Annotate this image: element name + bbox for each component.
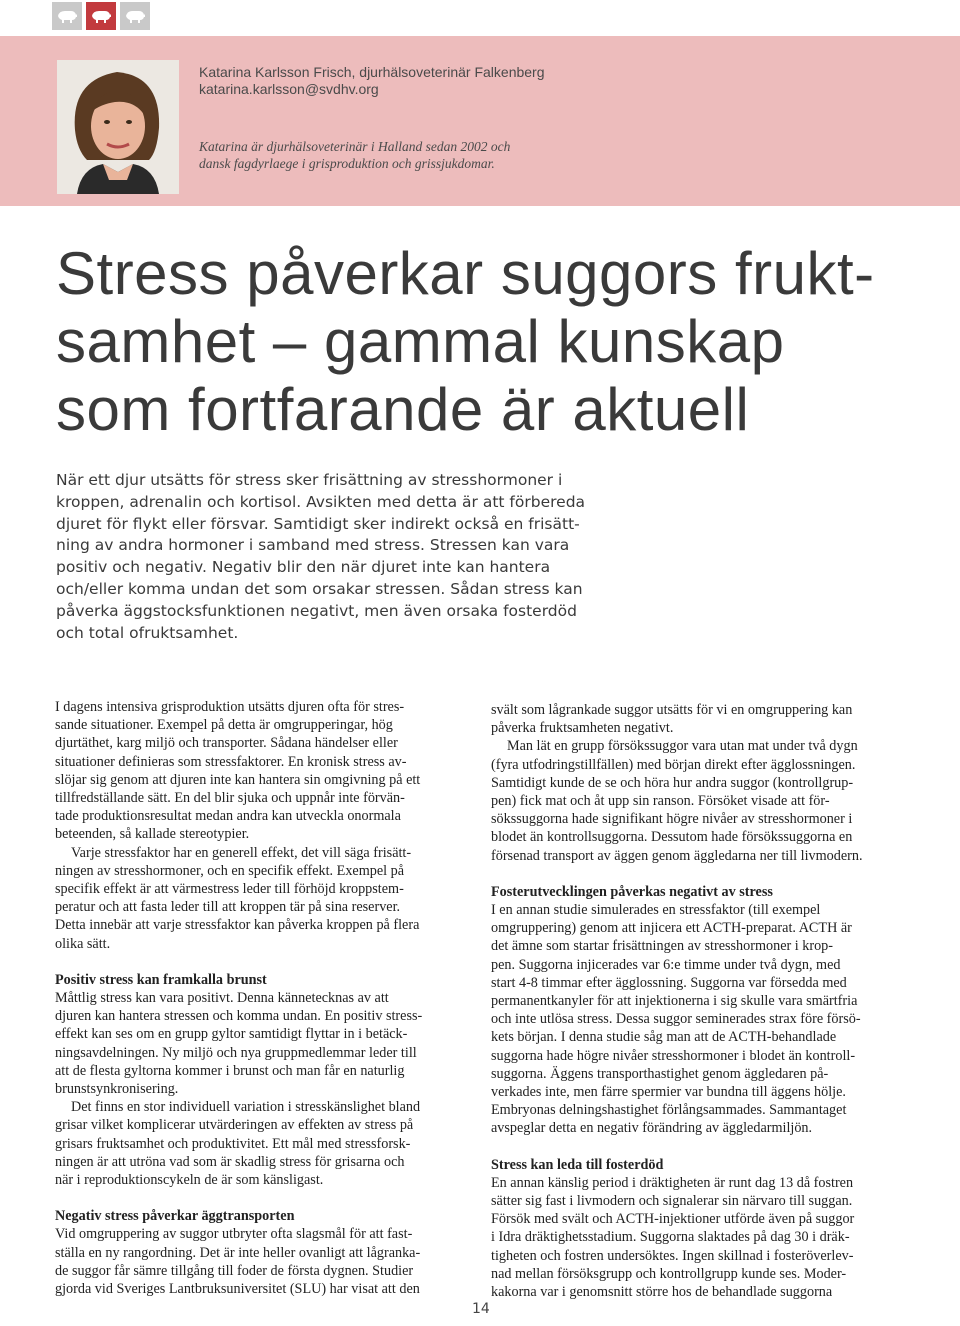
body-line: situationer definieras som stressfaktorer. En kronisk stress av- xyxy=(55,753,407,770)
section-icons xyxy=(52,2,150,30)
body-line: kakorna var i genomsnitt större hos de behandlade suggorna xyxy=(491,1284,833,1301)
lead-line: kroppen, adrenalin och kortisol. Avsikten med detta är att förbereda xyxy=(56,492,586,511)
page-number: 14 xyxy=(472,1301,490,1317)
pig-icon xyxy=(86,2,116,30)
body-column-left xyxy=(55,698,469,1298)
headline-line: samhet – gammal kunskap xyxy=(56,308,785,375)
body-paragraph xyxy=(55,1098,469,1189)
pig-icon xyxy=(120,2,150,30)
body-line: Samtidigt kunde de se och höra hur andra suggor (kontrollgrup- xyxy=(491,774,854,791)
body-line: Försök med svält och ACTH-injektioner utförde även på suggor xyxy=(491,1211,855,1228)
body-line: ningsavdelningen. Ny miljö och nya gruppmedlemmar leder till xyxy=(55,1044,417,1061)
body-paragraph xyxy=(491,1174,905,1301)
subheading: Fosterutvecklingen påverkas negativt av stress xyxy=(491,883,773,900)
lead-paragraph xyxy=(56,470,596,644)
body-paragraph xyxy=(55,698,469,844)
body-line: verkades inte, men färre spermier var bundna till äggens hölje. xyxy=(491,1084,846,1101)
body-line: peratur och att fasta leder till att kroppen tär på sina reserver. xyxy=(55,899,401,916)
body-line: sande situationer. Exempel på detta är omgrupperingar, hög xyxy=(55,717,393,734)
body-line: slöjar sig genom att djuren inte kan hantera sin omgivning på ett xyxy=(55,771,421,788)
headline-line: som fortfarande är aktuell xyxy=(56,376,750,443)
body-line: grisars fruktsamhet och produktivitet. Ett mål med stressforsk- xyxy=(55,1135,411,1152)
body-paragraph xyxy=(491,701,905,737)
body-line: när i reproduktionscykeln de är som känsligast. xyxy=(55,1172,324,1189)
body-line: djuren kan hantera stressen och komma undan. En positiv stress- xyxy=(55,1008,423,1025)
lead-line: djuret för flykt eller försvar. Samtidigt sker indirekt också en frisätt- xyxy=(56,514,580,533)
body-line: de suggor får sämre tillgång till foder de första dygnen. Studier xyxy=(55,1262,414,1279)
body-line: ställa en ny rangordning. Det är inte heller ovanligt att lågranka- xyxy=(55,1244,421,1261)
body-line: påverka fruktsamheten negativt. xyxy=(491,720,674,737)
author-bio-line: dansk fagdyrlaege i grisproduktion och grissjukdomar. xyxy=(199,156,495,171)
body-line: specifik effekt är att värmestress leder till förhöjd kroppstem- xyxy=(55,881,404,898)
body-line: sätter sig fast i livmodern och signalerar sin närvaro till suggan. xyxy=(491,1193,853,1210)
subheading: Negativ stress påverkar äggtransporten xyxy=(55,1208,295,1225)
lead-line: När ett djur utsätts för stress sker frisättning av stresshormoner i xyxy=(56,471,563,489)
body-line: gjorda vid Sveriges Lantbruksuniversitet (SLU) har visat att den xyxy=(55,1281,420,1298)
body-line: ningen av stresshormoner, och en specifik effekt. Exempel på xyxy=(55,862,405,879)
body-line: En annan känslig period i dräktigheten är runt dag 13 då fostren xyxy=(491,1174,854,1191)
body-line: omgruppering) genom att injicera ett ACTH-preparat. ACTH är xyxy=(491,920,852,937)
lead-line: och/eller komma undan det som orsakar stressen. Sådan stress kan xyxy=(56,579,583,598)
headline-line: Stress påverkar suggors frukt- xyxy=(56,240,875,307)
lead-line: och total ofruktsamhet. xyxy=(56,623,239,642)
body-column-right xyxy=(491,701,905,1301)
body-line: avspeglar detta en negativ förändring av äggledarmiljön. xyxy=(491,1120,813,1137)
body-paragraph xyxy=(491,901,905,1138)
body-line: tade produktionsresultat medan andra kan utveckla onormala xyxy=(55,808,401,825)
body-line: permanentkanyler för att injektionerna i sig skulle vara smärtfria xyxy=(491,993,858,1010)
article-headline xyxy=(56,240,936,444)
pig-icon xyxy=(52,2,82,30)
body-line: Man lät en grupp försökssuggor vara utan mat under två dygn xyxy=(507,738,858,755)
body-line: suggorna. Äggens transporthastighet genom äggledaren på- xyxy=(491,1065,829,1082)
body-line: I dagens intensiva grisproduktion utsätts djuren ofta för stres- xyxy=(55,699,405,715)
body-line: försenad transport av äggen genom äggledarna ner till livmodern. xyxy=(491,847,863,864)
lead-line: positiv och negativ. Negativ blir den när djuret inte kan hantera xyxy=(56,558,551,577)
body-line: I en annan studie simulerades en stressfaktor (till exempel xyxy=(491,902,821,919)
author-photo xyxy=(57,60,179,194)
body-paragraph xyxy=(55,989,469,1098)
body-paragraph xyxy=(55,844,469,953)
body-line: start 4-8 timmar efter ägglossning. Suggorna var försedda med xyxy=(491,974,847,991)
body-line: grisar vilket komplicerar utvärderingen av effekten av stress på xyxy=(55,1117,414,1134)
subheading: Positiv stress kan framkalla brunst xyxy=(55,971,267,988)
author-name: Katarina Karlsson Frisch, djurhälsoveterinär Falkenberg xyxy=(199,64,545,80)
lead-line: påverka äggstocksfunktionen negativt, men även orsaka fosterdöd xyxy=(56,601,577,620)
body-line: djurtäthet, karg miljö och transporter. Sådana händelser eller xyxy=(55,735,398,752)
body-line: och inte utlösa stress. Dessa suggor seminerades strax före försö- xyxy=(491,1011,861,1028)
body-line: svält som lågrankade suggor utsätts för vi en omgruppering kan xyxy=(491,702,853,718)
body-line: Vid omgruppering av suggor utbryter ofta slagsmål för att fast- xyxy=(55,1226,413,1243)
body-line: blodet än kontrollsuggorna. Dessutom hade försökssuggorna en xyxy=(491,829,853,846)
body-line: pen) fick mat och åt upp sin ranson. Försöket visade att för- xyxy=(491,793,830,810)
body-paragraph xyxy=(55,1225,469,1298)
body-line: Varje stressfaktor har en generell effekt, det vill säga frisätt- xyxy=(71,844,412,861)
author-email[interactable]: katarina.karlsson@svdhv.org xyxy=(199,81,379,97)
body-line: Detta innebär att varje stressfaktor kan påverka kroppen på flera xyxy=(55,917,420,934)
author-bio xyxy=(199,138,599,172)
body-line: (fyra utfodringstillfällen) med början direkt efter ägglossningen. xyxy=(491,756,856,773)
body-paragraph xyxy=(491,737,905,864)
lead-line: ning av andra hormoner i samband med stress. Stressen kan vara xyxy=(56,536,570,555)
author-bio-line: Katarina är djurhälsoveterinär i Halland sedan 2002 och xyxy=(199,139,511,154)
body-line: beteenden, så kallade stereotypier. xyxy=(55,826,250,843)
body-line: att de flesta gyltorna kommer i brunst och man får en naturlig xyxy=(55,1062,405,1079)
body-line: brunstsynkronisering. xyxy=(55,1081,179,1098)
body-line: Måttlig stress kan vara positivt. Denna kännetecknas av att xyxy=(55,990,389,1007)
body-line: olika sätt. xyxy=(55,935,111,952)
subheading: Stress kan leda till fosterdöd xyxy=(491,1156,664,1173)
body-line: kets början. I denna studie såg man att de ACTH-behandlade xyxy=(491,1029,837,1046)
body-line: tillfredställande sätt. En del blir sjuka och uppnår inte förvän- xyxy=(55,790,405,807)
body-line: suggorna hade högre nivåer stresshormoner i blodet än kontroll- xyxy=(491,1047,856,1064)
body-line: det ämne som startar frisättningen av stresshormoner i krop- xyxy=(491,938,833,955)
body-line: sökssuggorna hade signifikant högre nivåer av stresshormoner i xyxy=(491,811,853,828)
body-line: pen. Suggorna injicerades var 6:e timme under två dygn, med xyxy=(491,956,841,973)
body-line: Det finns en stor individuell variation i stresskänslighet bland xyxy=(71,1099,421,1116)
body-line: ningen är att utröna vad som är skadlig stress för grisarna och xyxy=(55,1153,405,1170)
body-line: effekt kan ses om en grupp gyltor samtidigt flyttar in i betäck- xyxy=(55,1026,408,1043)
body-line: nad mellan försöksgrupp och kontrollgrupp kunde ses. Moder- xyxy=(491,1265,847,1282)
body-line: tigheten och fostren undersöktes. Ingen skillnad i fosteröverlev- xyxy=(491,1247,854,1264)
body-line: i Idra dräktighetsstadium. Suggorna slaktades på dag 30 i dräk- xyxy=(491,1229,850,1246)
body-line: Embryonas delningshastighet förlångsammades. Sammantaget xyxy=(491,1102,847,1119)
